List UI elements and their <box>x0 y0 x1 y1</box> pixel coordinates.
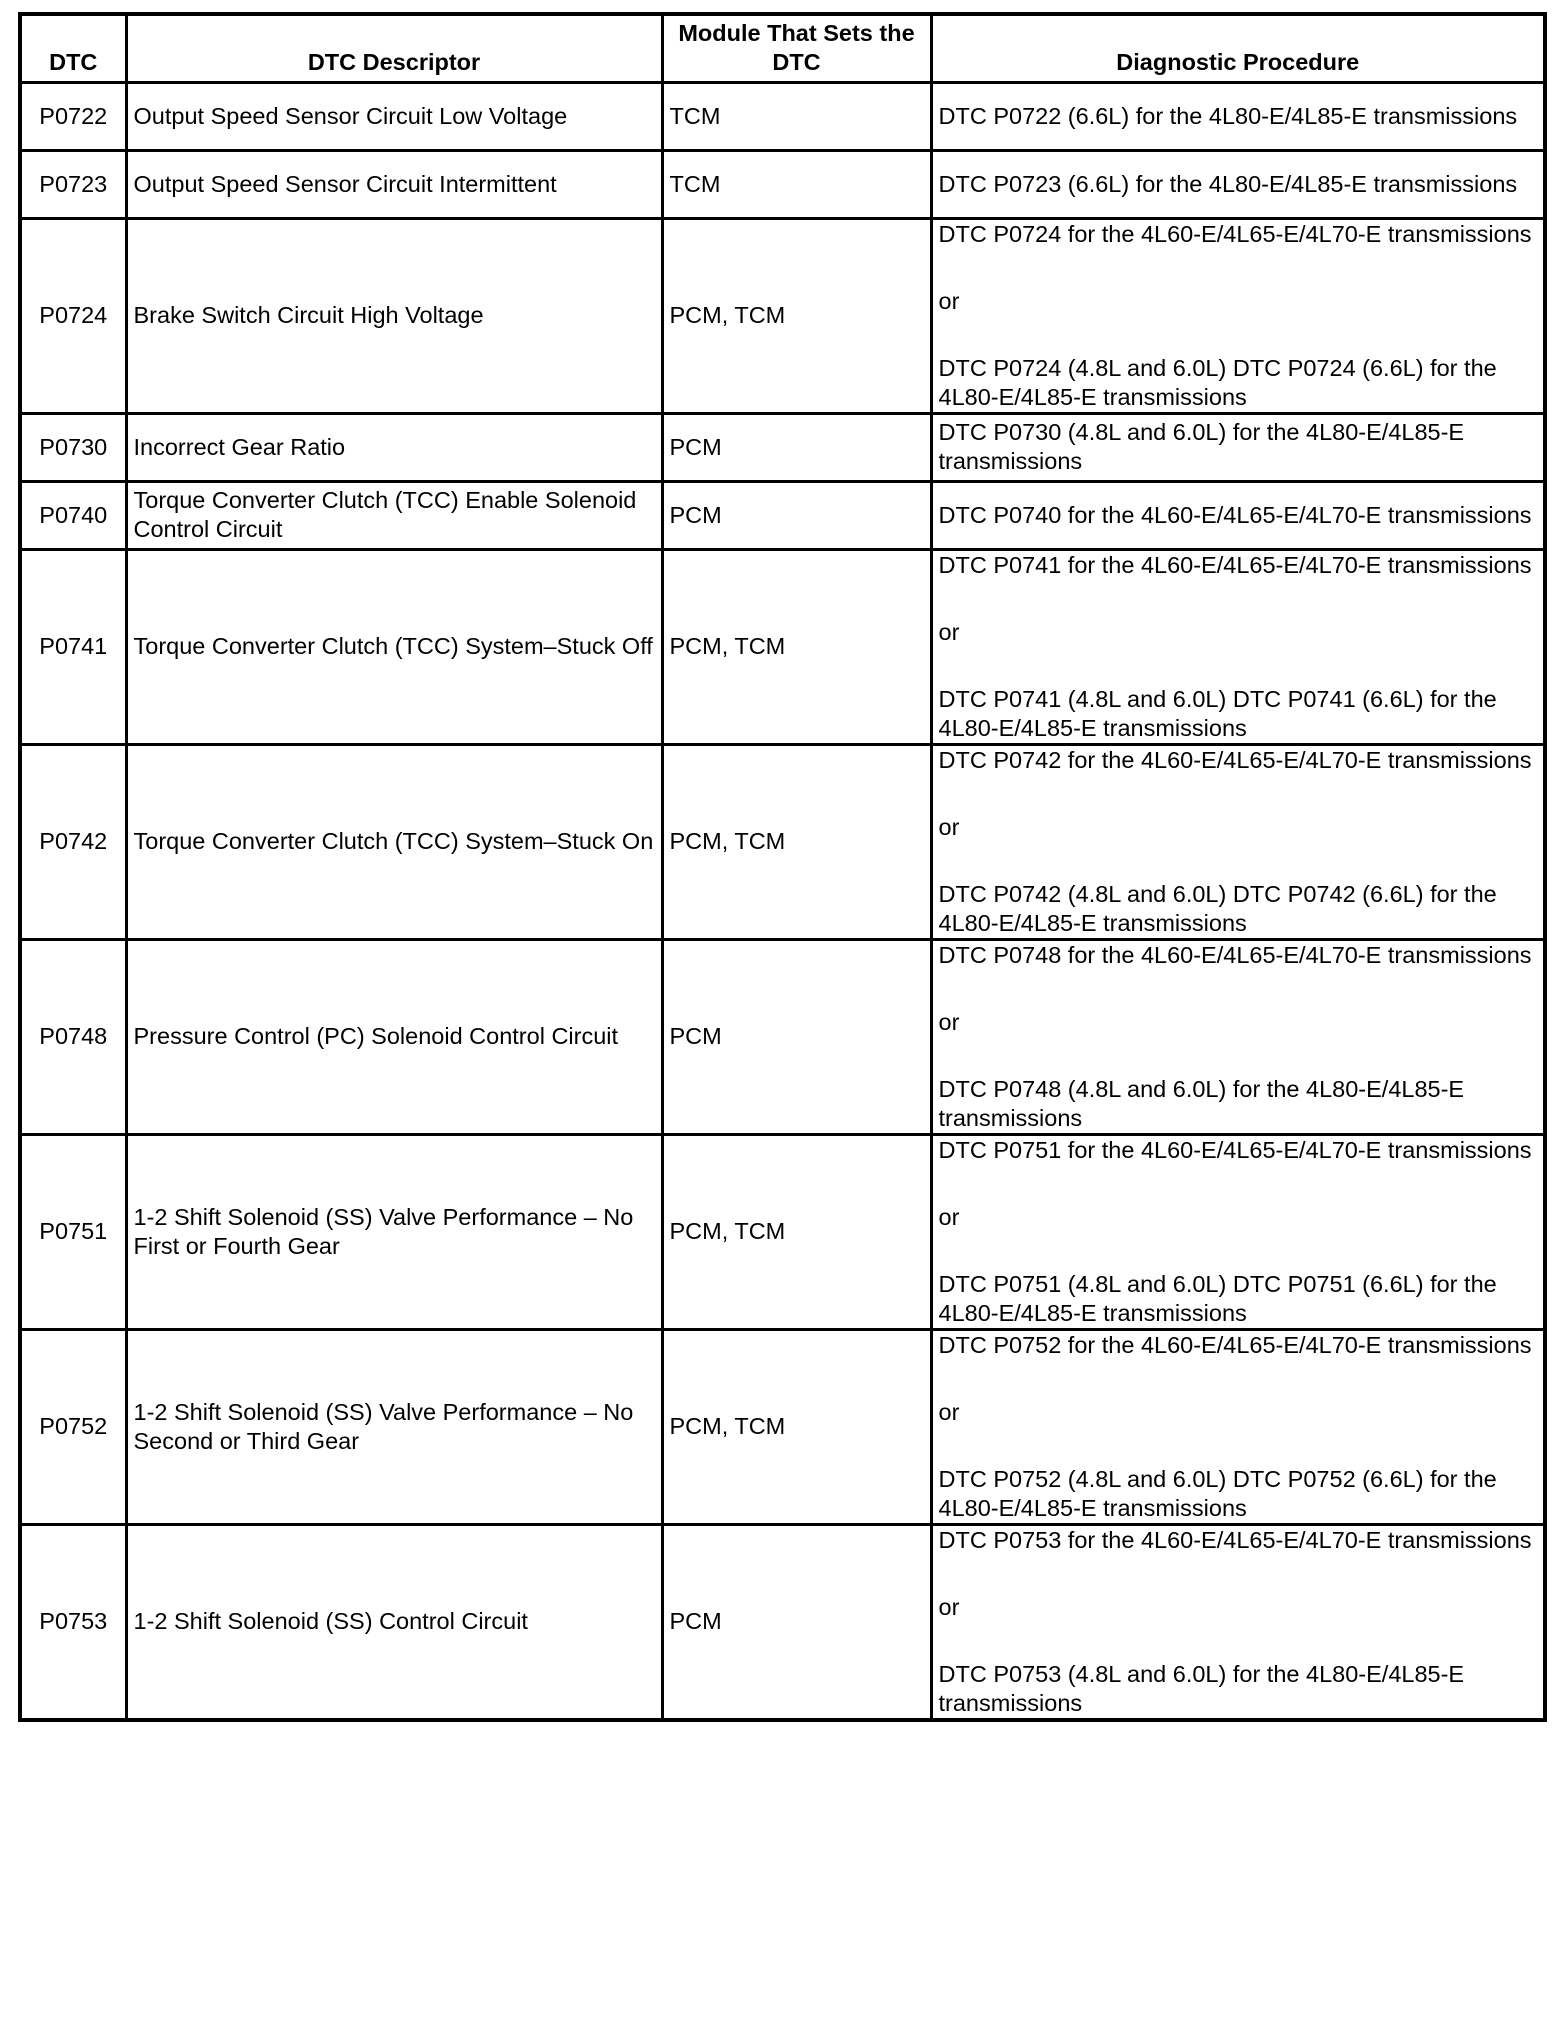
procedure-spacer <box>939 316 1538 354</box>
dtc-descriptor-cell: Torque Converter Clutch (TCC) System–Stuck On <box>126 744 662 939</box>
procedure-or-text: or <box>938 618 960 645</box>
dtc-table <box>18 12 1547 1722</box>
procedure-cell <box>931 1134 1545 1329</box>
procedure-spacer <box>939 1165 1538 1203</box>
dtc-descriptor-cell: 1-2 Shift Solenoid (SS) Valve Performance – No First or Fourth Gear <box>126 1134 662 1329</box>
dtc-code-cell: P0730 <box>20 413 126 481</box>
module-cell: PCM, TCM <box>662 1329 931 1524</box>
header-module <box>662 14 931 82</box>
dtc-descriptor-cell: Brake Switch Circuit High Voltage <box>126 218 662 413</box>
procedure-cell <box>931 150 1545 218</box>
procedure-spacer <box>939 970 1538 1008</box>
header-module-line2: DTC <box>772 48 821 75</box>
procedure-spacer <box>939 1622 1538 1660</box>
module-cell: PCM <box>662 1524 931 1720</box>
procedure-spacer <box>939 842 1538 880</box>
procedure-link-text: DTC P0753 for the 4L60-E/4L65-E/4L70-E transmissions <box>938 1526 1532 1553</box>
dtc-descriptor-cell: Incorrect Gear Ratio <box>126 413 662 481</box>
procedure-link-text: DTC P0741 (4.8L and 6.0L) DTC P0741 (6.6L) for the 4L80-E/4L85-E transmissions <box>938 685 1497 741</box>
module-cell: PCM <box>662 413 931 481</box>
table-row <box>20 218 1545 413</box>
module-cell: TCM <box>662 150 931 218</box>
procedure-link-text: DTC P0741 for the 4L60-E/4L65-E/4L70-E transmissions <box>938 551 1532 578</box>
table-row <box>20 549 1545 744</box>
module-cell: PCM, TCM <box>662 549 931 744</box>
table-header-row <box>20 14 1545 82</box>
procedure-link-text: DTC P0751 for the 4L60-E/4L65-E/4L70-E transmissions <box>938 1136 1532 1163</box>
procedure-cell <box>931 82 1545 150</box>
header-dtc: DTC <box>20 14 126 82</box>
dtc-descriptor-cell: Output Speed Sensor Circuit Intermittent <box>126 150 662 218</box>
procedure-link-text: DTC P0748 for the 4L60-E/4L65-E/4L70-E transmissions <box>938 941 1532 968</box>
procedure-cell <box>931 413 1545 481</box>
module-cell: TCM <box>662 82 931 150</box>
module-cell: PCM, TCM <box>662 1134 931 1329</box>
dtc-code-cell: P0753 <box>20 1524 126 1720</box>
dtc-code-cell: P0741 <box>20 549 126 744</box>
procedure-cell <box>931 549 1545 744</box>
procedure-link-text: DTC P0740 for the 4L60-E/4L65-E/4L70-E transmissions <box>938 501 1532 528</box>
procedure-link-text: DTC P0722 (6.6L) for the 4L80-E/4L85-E transmissions <box>938 102 1518 129</box>
dtc-code-cell: P0722 <box>20 82 126 150</box>
table-row <box>20 413 1545 481</box>
procedure-or-text: or <box>938 1203 960 1230</box>
procedure-spacer <box>939 775 1538 813</box>
procedure-cell <box>931 1524 1545 1720</box>
dtc-code-cell: P0742 <box>20 744 126 939</box>
header-module-line1: Module That Sets the <box>678 19 915 46</box>
procedure-cell <box>931 218 1545 413</box>
table-row <box>20 150 1545 218</box>
procedure-link-text: DTC P0723 (6.6L) for the 4L80-E/4L85-E transmissions <box>938 170 1518 197</box>
table-body <box>20 82 1545 1720</box>
module-cell: PCM <box>662 481 931 549</box>
procedure-link-text: DTC P0742 for the 4L60-E/4L65-E/4L70-E transmissions <box>938 746 1532 773</box>
module-cell: PCM, TCM <box>662 744 931 939</box>
procedure-spacer <box>939 1360 1538 1398</box>
procedure-or-text: or <box>938 287 960 314</box>
dtc-code-cell: P0740 <box>20 481 126 549</box>
dtc-code-cell: P0723 <box>20 150 126 218</box>
table-row <box>20 481 1545 549</box>
procedure-or-text: or <box>938 813 960 840</box>
dtc-code-cell: P0724 <box>20 218 126 413</box>
procedure-link-text: DTC P0742 (4.8L and 6.0L) DTC P0742 (6.6L) for the 4L80-E/4L85-E transmissions <box>938 880 1497 936</box>
table-row <box>20 744 1545 939</box>
procedure-spacer <box>939 580 1538 618</box>
dtc-descriptor-cell: Torque Converter Clutch (TCC) Enable Solenoid Control Circuit <box>126 481 662 549</box>
procedure-or-text: or <box>938 1008 960 1035</box>
dtc-descriptor-cell: Torque Converter Clutch (TCC) System–Stuck Off <box>126 549 662 744</box>
procedure-link-text: DTC P0753 (4.8L and 6.0L) for the 4L80-E/4L85-E transmissions <box>938 1660 1465 1716</box>
table-row <box>20 1134 1545 1329</box>
procedure-cell <box>931 481 1545 549</box>
procedure-spacer <box>939 1037 1538 1075</box>
procedure-link-text: DTC P0748 (4.8L and 6.0L) for the 4L80-E/4L85-E transmissions <box>938 1075 1465 1131</box>
procedure-spacer <box>939 1555 1538 1593</box>
table-row <box>20 82 1545 150</box>
procedure-cell <box>931 939 1545 1134</box>
dtc-code-cell: P0752 <box>20 1329 126 1524</box>
procedure-spacer <box>939 249 1538 287</box>
dtc-code-cell: P0751 <box>20 1134 126 1329</box>
procedure-link-text: DTC P0752 (4.8L and 6.0L) DTC P0752 (6.6L) for the 4L80-E/4L85-E transmissions <box>938 1465 1497 1521</box>
table-row <box>20 1524 1545 1720</box>
procedure-link-text: DTC P0724 for the 4L60-E/4L65-E/4L70-E transmissions <box>938 220 1532 247</box>
procedure-link-text: DTC P0752 for the 4L60-E/4L65-E/4L70-E transmissions <box>938 1331 1532 1358</box>
procedure-link-text: DTC P0730 (4.8L and 6.0L) for the 4L80-E/4L85-E transmissions <box>938 419 1465 474</box>
procedure-spacer <box>939 1427 1538 1465</box>
procedure-link-text: DTC P0751 (4.8L and 6.0L) DTC P0751 (6.6L) for the 4L80-E/4L85-E transmissions <box>938 1270 1497 1326</box>
dtc-descriptor-cell: Output Speed Sensor Circuit Low Voltage <box>126 82 662 150</box>
procedure-link-text: DTC P0724 (4.8L and 6.0L) DTC P0724 (6.6L) for the 4L80-E/4L85-E transmissions <box>938 354 1497 410</box>
header-descriptor: DTC Descriptor <box>126 14 662 82</box>
procedure-spacer <box>939 647 1538 685</box>
dtc-descriptor-cell: Pressure Control (PC) Solenoid Control Circuit <box>126 939 662 1134</box>
procedure-spacer <box>939 1232 1538 1270</box>
module-cell: PCM <box>662 939 931 1134</box>
table-row <box>20 939 1545 1134</box>
table-row <box>20 1329 1545 1524</box>
module-cell: PCM, TCM <box>662 218 931 413</box>
procedure-cell <box>931 1329 1545 1524</box>
dtc-descriptor-cell: 1-2 Shift Solenoid (SS) Valve Performance – No Second or Third Gear <box>126 1329 662 1524</box>
procedure-or-text: or <box>938 1593 960 1620</box>
dtc-code-cell: P0748 <box>20 939 126 1134</box>
procedure-or-text: or <box>938 1398 960 1425</box>
dtc-descriptor-cell: 1-2 Shift Solenoid (SS) Control Circuit <box>126 1524 662 1720</box>
procedure-cell <box>931 744 1545 939</box>
header-procedure: Diagnostic Procedure <box>931 14 1545 82</box>
